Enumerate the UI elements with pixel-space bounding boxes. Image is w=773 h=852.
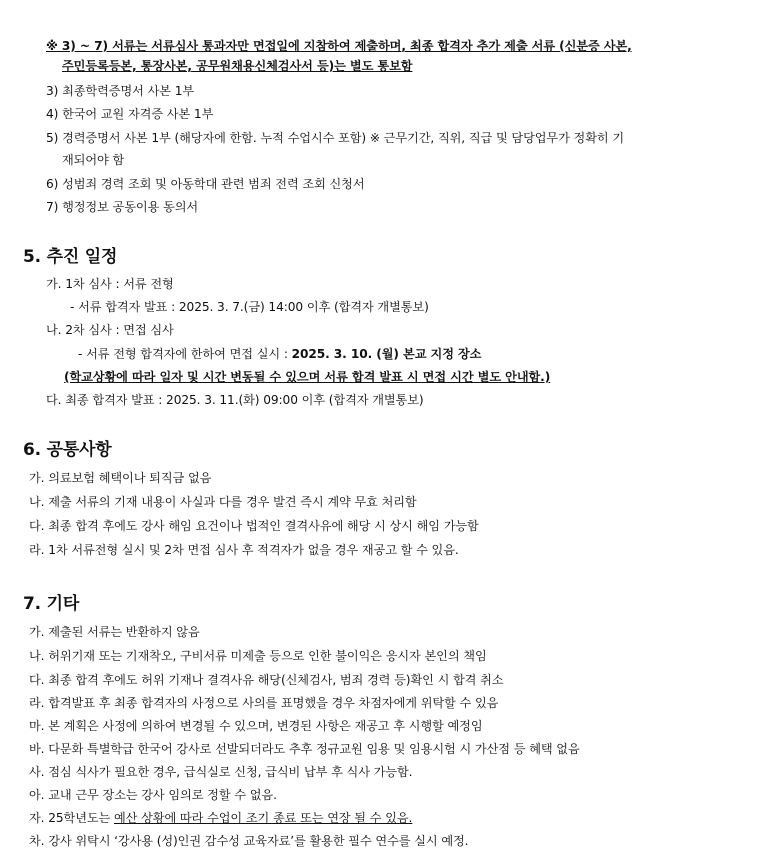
section5-item-b-sub bbox=[78, 346, 481, 362]
section5-heading: 5. 추진 일정 bbox=[23, 247, 118, 267]
section5-item-c: 다. 최종 합격자 발표 : 2025. 3. 11.(화) 09:00 이후 (합격자 개별통보) bbox=[46, 393, 424, 407]
section6-item-c: 다. 최종 합격 후에도 강사 해임 요건이나 법적인 결격사유에 해당 시 상시 해임 가능함 bbox=[29, 519, 479, 533]
section7-item-na: 나. 허위기재 또는 기재착오, 구비서류 미제출 등으로 인한 불이익은 응시자 본인의 책임 bbox=[29, 649, 487, 663]
section7-item-ja-underlined: 예산 상황에 따라 수업이 조기 종료 또는 연장 될 수 있음. bbox=[114, 811, 413, 825]
section7-item-cha: 차. 강사 위탁시 ‘강사용 (성)인권 감수성 교육자료’를 활용한 필수 연수를 실시 예정. bbox=[29, 834, 469, 848]
section5-item-b: 나. 2차 심사 : 면접 심사 bbox=[46, 323, 174, 337]
notice-part-2: , 최종 합격자 추가 제출 서류 (신분증 사본, bbox=[401, 39, 632, 53]
doc-item-3: 3) 최종학력증명서 사본 1부 bbox=[46, 84, 195, 98]
section5-item-b-sub-text: - 서류 전형 합격자에 한하여 면접 실시 : bbox=[78, 347, 292, 361]
section6-item-a: 가. 의료보험 혜택이나 퇴직금 없음 bbox=[29, 471, 212, 485]
section5-item-a-sub: - 서류 합격자 발표 : 2025. 3. 7.(금) 14:00 이후 (합격자 개별통보) bbox=[70, 300, 429, 314]
section7-item-ga: 가. 제출된 서류는 반환하지 않음 bbox=[29, 625, 200, 639]
notice-part-1: ※ 3) ~ 7) 서류는 서류심사 통과자만 면접일에 지참하여 제출하며 bbox=[46, 39, 402, 53]
section7-item-da: 다. 최종 합격 후에도 허위 기재나 결격사유 해당(신체검사, 범죄 경력 등)확인 시 합격 취소 bbox=[29, 673, 504, 687]
section7-heading: 7. 기타 bbox=[23, 594, 80, 614]
interview-date: 2025. 3. 10. (월) 본교 지정 장소 bbox=[291, 347, 482, 361]
section7-item-ja bbox=[29, 810, 412, 826]
notice-line-2: 주민등록등본, 통장사본, 공무원채용신체검사서 등)는 별도 통보함 bbox=[62, 59, 413, 73]
section7-item-a2: 아. 교내 근무 장소는 강사 임의로 정할 수 없음. bbox=[29, 788, 277, 802]
section7-item-ma: 마. 본 계획은 사정에 의하여 변경될 수 있으며, 변경된 사항은 재공고 후 시행할 예정임 bbox=[29, 719, 483, 733]
section7-item-ba: 바. 다문화 특별학급 한국어 강사로 선발되더라도 추후 정규교원 임용 및 임용시험 시 가산점 등 혜택 없음 bbox=[29, 742, 580, 756]
section6-item-b: 나. 제출 서류의 기재 내용이 사실과 다를 경우 발견 즉시 계약 무효 처리함 bbox=[29, 495, 417, 509]
section5-item-a: 가. 1차 심사 : 서류 전형 bbox=[46, 277, 174, 291]
section7-item-sa: 사. 점심 식사가 필요한 경우, 급식실로 신청, 급식비 납부 후 식사 가능함. bbox=[29, 765, 413, 779]
section7-item-ja-text: 자. 25학년도는 bbox=[29, 811, 114, 825]
section5-item-b-note: (학교상황에 따라 일자 및 시간 변동될 수 있으며 서류 합격 발표 시 면접 시간 별도 안내함.) bbox=[64, 370, 551, 384]
doc-item-5-cont: 재되어야 함 bbox=[62, 153, 125, 167]
doc-item-5: 5) 경력증명서 사본 1부 (해당자에 한함. 누적 수업시수 포함) ※ 근무기간, 직위, 직급 및 담당업무가 정확히 기 bbox=[46, 131, 625, 145]
section6-heading: 6. 공통사항 bbox=[23, 440, 112, 460]
section6-item-d: 라. 1차 서류전형 실시 및 2차 면접 심사 후 적격자가 없을 경우 재공고 할 수 있음. bbox=[29, 543, 459, 557]
doc-item-6: 6) 성범죄 경력 조회 및 아동학대 관련 범죄 전력 조회 신청서 bbox=[46, 177, 365, 191]
section7-item-ra: 라. 합격발표 후 최종 합격자의 사정으로 사의를 표명했을 경우 차점자에게 위탁할 수 있음 bbox=[29, 696, 499, 710]
doc-item-4: 4) 한국어 교원 자격증 사본 1부 bbox=[46, 107, 214, 121]
notice-line-1 bbox=[46, 38, 632, 54]
doc-item-7: 7) 행정정보 공동이용 동의서 bbox=[46, 200, 199, 214]
